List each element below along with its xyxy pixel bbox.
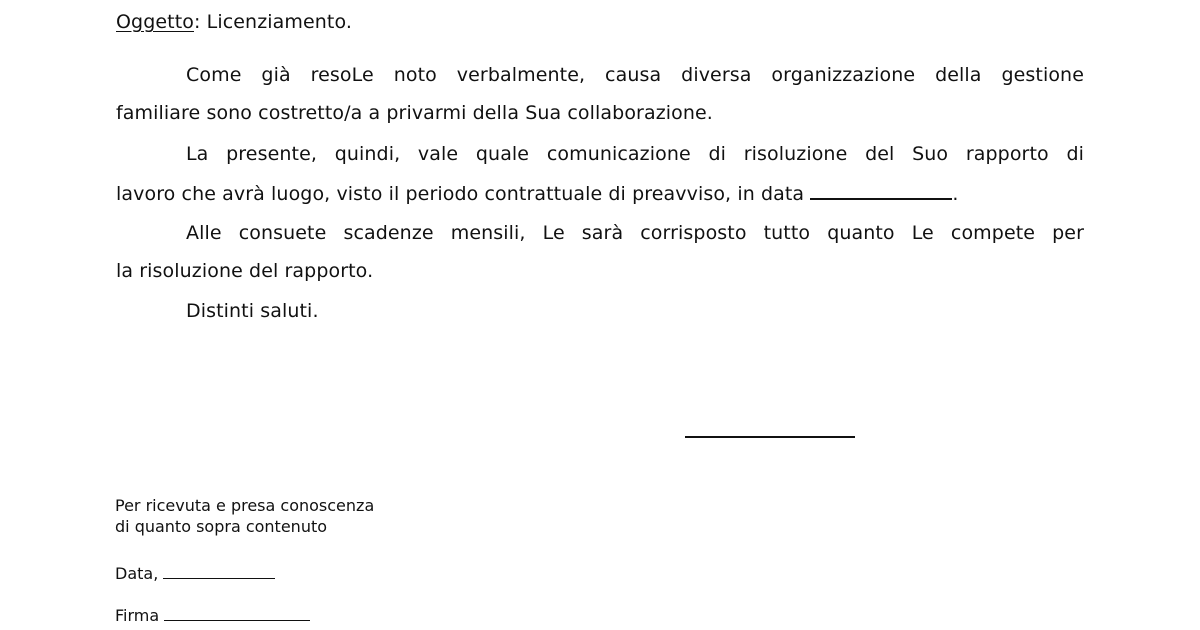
subject-label: Oggetto [116,11,194,33]
receipt-date-label: Data, [115,564,159,583]
date-blank [810,182,952,200]
receipt-signature-label: Firma [115,606,160,625]
paragraph-2-line-2 [116,180,958,209]
paragraph-2-period: . [952,183,959,205]
receipt-line-2: di quanto sopra contenuto [115,517,328,536]
paragraph-1-line-2: familiare sono costretto/a a privarmi della Sua collaborazione. [116,102,713,124]
closing-salutation: Distinti saluti. [186,300,319,322]
receipt-signature-row [115,605,310,626]
subject-separator: : [194,11,201,33]
sender-signature-line [685,436,855,438]
receipt-signature-blank [164,606,310,621]
receipt-date-blank [163,564,275,579]
receipt-date-row [115,563,275,584]
paragraph-2-line-2-text: lavoro che avrà luogo, visto il periodo contrattuale di preavviso, in data [116,183,805,205]
paragraph-1-line-1: Come già resoLe noto verbalmente, causa diversa organizzazione della gestione [186,64,1084,86]
subject-text: Licenziamento. [206,11,353,33]
receipt-line-1: Per ricevuta e presa conoscenza [115,496,375,515]
subject-line [116,8,352,37]
paragraph-3-line-1: Alle consuete scadenze mensili, Le sarà corrisposto tutto quanto Le compete per [186,222,1084,244]
paragraph-2-line-1: La presente, quindi, vale quale comunicazione di risoluzione del Suo rapporto di [186,143,1084,165]
paragraph-3-line-2: la risoluzione del rapporto. [116,260,374,282]
